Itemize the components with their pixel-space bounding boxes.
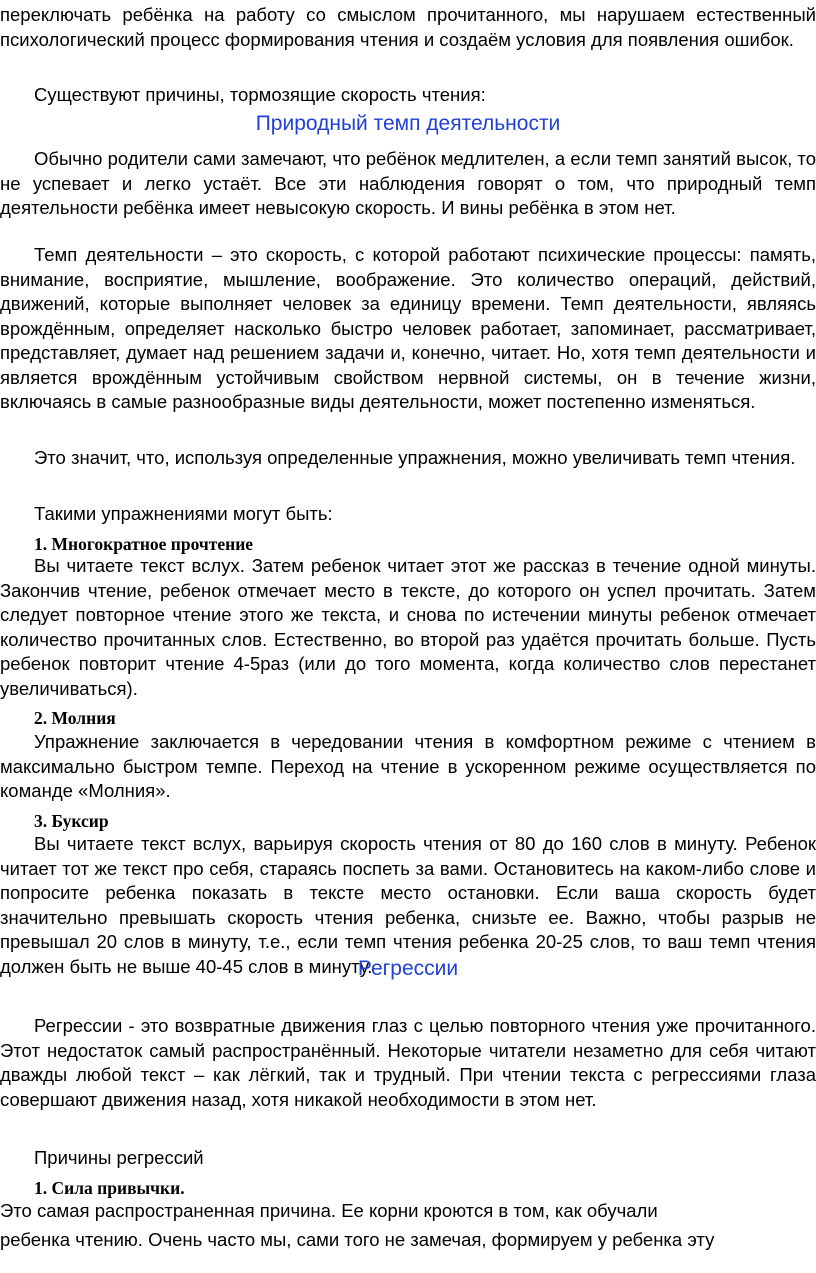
paragraph: Причины регрессий <box>34 1147 204 1168</box>
paragraph: Такими упражнениями могут быть: <box>34 503 333 524</box>
paragraph: Обычно родители сами замечают, что ребёнок медлителен, а если темп занятий высок, то не успевает и легко устаёт. Все эти наблюдения говорят о том, что природный темп деятельности ребёнка имеет невысокую скорость. И вины ребёнка в этом нет. <box>0 148 816 218</box>
paragraph-line: ребенка чтению. Очень часто мы, сами того не замечая, формируем у ребенка эту <box>0 1229 715 1250</box>
paragraph: Вы читаете текст вслух, варьируя скорость чтения от 80 до 160 слов в минуту. Ребенок читает тот же текст про себя, стараясь поспеть за вами. Остановитесь на каком-либо слове и попросите ребенка показать в тексте место остановки. Если ваша скорость будет значительно превышать скорость чтения ребенка, снизьте ее. Важно, чтобы разрыв не превышал 20 слов в минуту, т.е., если темп чтения ребенка 20-25 слов, то ваш темп чтения должен быть не выше 40-45 слов в минуту. <box>0 833 816 977</box>
paragraph-line: Это самая распространенная причина. Ее корни кроются в том, как обучали <box>0 1200 658 1221</box>
subheading: 1. Многократное прочтение <box>34 534 254 554</box>
paragraph: Это значит, что, используя определенные упражнения, можно увеличивать темп чтения. <box>34 447 796 468</box>
section-heading: Регрессии <box>357 957 459 980</box>
paragraph: Регрессии - это возвратные движения глаз с целью повторного чтения уже прочитанного. Этот недостаток самый распространённый. Некоторые читатели незаметно для себя читают дважды любой текст – как лёгкий, так и трудный. При чтении текста с регрессиями глаза совершают движения назад, хотя никакой необходимости в этом нет. <box>0 1015 816 1110</box>
paragraph: переключать ребёнка на работу со смыслом прочитанного, мы нарушаем естественный психологический процесс формирования чтения и создаём условия для появления ошибок. <box>0 4 816 50</box>
subheading: 1. Сила привычки. <box>34 1178 185 1198</box>
paragraph: Вы читаете текст вслух. Затем ребенок читает этот же рассказ в течение одной минуты. Закончив чтение, ребенок отмечает место в тексте, до которого он успел прочитать. Затем следует повторное чтение этого же текста, и снова по истечении минуты ребенок отмечает количество прочитанных слов. Естественно, во второй раз удаётся прочитать больше. Пусть ребенок повторит чтение 4-5раз (или до того момента, когда количество слов перестанет увеличиваться). <box>0 555 816 699</box>
section-heading: Природный темп деятельности <box>255 112 561 135</box>
paragraph: Темп деятельности – это скорость, с которой работают психические процессы: память, внимание, восприятие, мышление, воображение. Это количество операций, действий, движений, которые выполняет человек за единицу времени. Темп деятельности, являясь врождённым, определяет насколько быстро человек работает, запоминает, рассматривает, представляет, думает над решением задачи и, конечно, читает. Но, хотя темп деятельности и является врождённым устойчивым свойством нервной системы, он в течение жизни, включаясь в самые разнообразные виды деятельности, может постепенно изменяться. <box>0 244 816 412</box>
paragraph: Упражнение заключается в чередовании чтения в комфортном режиме с чтением в максимально быстром темпе. Переход на чтение в ускоренном режиме осуществляется по команде «Молния». <box>0 731 816 801</box>
paragraph: Существуют причины, тормозящие скорость чтения: <box>34 84 486 105</box>
subheading: 3. Буксир <box>34 811 109 831</box>
subheading: 2. Молния <box>34 708 116 728</box>
